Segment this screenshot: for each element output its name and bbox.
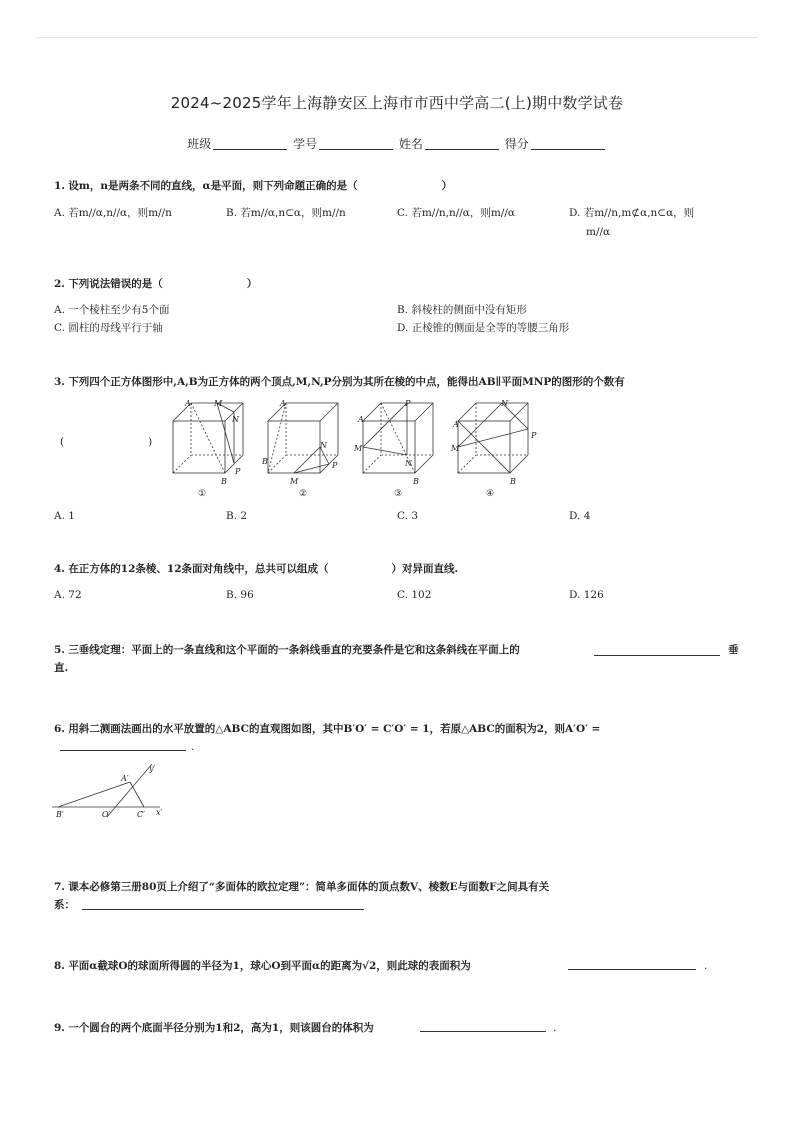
question-stem: 三垂线定理：平面上的一条直线和这个平面的一条斜线垂直的充要条件是它和这条斜线在平面上的 (68, 644, 520, 656)
cube-4-label-b: B (510, 477, 516, 486)
question-number: 5. (54, 644, 65, 656)
score-field[interactable] (531, 137, 605, 150)
cube-1-label-m: M (214, 399, 223, 408)
question-1 (54, 179, 740, 194)
oblique-triangle-figure (52, 760, 172, 824)
class-field[interactable] (213, 137, 287, 150)
student-id-label: 学号 (293, 137, 318, 151)
answer-blank[interactable] (568, 957, 696, 970)
option-a[interactable]: A. 若m//α,n//α，则m//n (54, 207, 172, 219)
cube-3-label-b: B (413, 477, 419, 486)
name-label: 姓名 (398, 137, 423, 151)
label-a: A′ (121, 774, 129, 783)
question-number: 9. (54, 1022, 65, 1034)
answer-paren: ( ) (60, 436, 153, 448)
y-axis (107, 764, 152, 817)
cube-2-label-m: M (290, 477, 299, 486)
period-mark: . (191, 741, 195, 753)
question-number: 6. (54, 723, 65, 735)
answer-blank[interactable] (420, 1019, 546, 1032)
question-2 (54, 277, 740, 292)
cube-4 (458, 403, 528, 473)
question-9 (54, 1021, 740, 1036)
question-number: 3. (54, 376, 65, 388)
option-c[interactable]: C. 102 (397, 589, 432, 601)
cube-4-label-a: A (453, 420, 459, 429)
question-stem: 下列说法错误的是（ ） (68, 278, 258, 290)
label-o: O′ (102, 810, 111, 819)
cube-figures (168, 398, 548, 500)
question-stem-continued: 直. (54, 662, 69, 674)
label-c: C′ (137, 810, 145, 819)
student-info-row (0, 135, 794, 152)
option-c[interactable]: C. 圆柱的母线平行于轴 (54, 322, 163, 334)
option-a[interactable]: A. 72 (54, 589, 82, 601)
cube-1-label-a: A (185, 399, 191, 408)
answer-blank[interactable] (594, 643, 720, 656)
question-number: 8. (54, 960, 65, 972)
question-stem: 课本必修第三册80页上介绍了“多面体的欧拉定理”：简单多面体的顶点数V、棱数E与面数F之间具有关 (68, 881, 550, 893)
question-number: 2. (54, 278, 65, 290)
cube-2 (268, 403, 338, 473)
cube-2-label-p: P (332, 461, 338, 470)
option-d[interactable]: D. 126 (569, 589, 604, 601)
option-d-continued: m//α (586, 226, 611, 238)
cube-4-label-m: M (451, 444, 460, 453)
question-stem: 在正方体的12条棱、12条面对角线中，总共可以组成（ ）对异面直线. (68, 563, 459, 575)
question-stem: 一个圆台的两个底面半径分别为1和2，高为1，则该圆台的体积为 (68, 1022, 374, 1034)
question-stem-tail: 垂 (728, 644, 739, 656)
cube-1-label-b: B (221, 477, 227, 486)
edge-b-a (58, 782, 130, 807)
option-b[interactable]: B. 2 (226, 510, 248, 522)
question-stem-continued: 系： (54, 899, 75, 911)
question-number: 1. (54, 180, 65, 192)
period-mark: . (704, 960, 708, 972)
question-number: 7. (54, 881, 65, 893)
question-stem: 下列四个正方体图形中,A,B为正方体的两个顶点,M,N,P分别为其所在棱的中点，能得出AB∥平面MNP的图形的个数有 (68, 376, 625, 388)
question-7 (54, 880, 740, 895)
cube-1-label-p: P (235, 467, 241, 476)
score-label: 得分 (504, 137, 529, 151)
label-y-axis: y′ (149, 764, 156, 773)
option-b[interactable]: B. 斜棱柱的侧面中没有矩形 (397, 304, 527, 316)
option-a[interactable]: A. 一个棱柱至少有5个面 (54, 304, 170, 316)
period-mark: . (553, 1022, 557, 1034)
top-rule (36, 37, 758, 38)
option-d[interactable]: D. 4 (569, 510, 591, 522)
question-stem: 设m，n是两条不同的直线，α是平面，则下列命题正确的是（ ） (68, 180, 453, 192)
question-stem: 平面α截球O的球面所得圆的半径为1，球心O到平面α的距离为√2，则此球的表面积为 (68, 960, 471, 972)
question-6 (54, 722, 740, 737)
option-b[interactable]: B. 96 (226, 589, 254, 601)
cube-2-label-a: A (280, 399, 286, 408)
cube-2-label-n: N (320, 441, 327, 450)
figure-1-caption: ① (198, 489, 207, 499)
figure-4-caption: ④ (486, 489, 495, 499)
cube-1-label-n: N (232, 415, 239, 424)
answer-blank[interactable] (82, 897, 364, 910)
answer-blank[interactable] (60, 738, 186, 751)
option-c[interactable]: C. 若m//n,n//α，则m//α (397, 207, 516, 219)
cube-2-label-b: B (262, 457, 268, 466)
option-a[interactable]: A. 1 (54, 510, 75, 522)
question-4 (54, 562, 740, 577)
label-x-axis: x′ (156, 808, 163, 817)
option-b[interactable]: B. 若m//α,n⊂α，则m//n (226, 207, 346, 219)
student-id-field[interactable] (319, 137, 393, 150)
name-field[interactable] (425, 137, 499, 150)
cube-1 (173, 403, 243, 473)
question-number: 4. (54, 563, 65, 575)
cube-4-label-n: N (501, 399, 508, 408)
option-c[interactable]: C. 3 (397, 510, 419, 522)
label-b: B′ (56, 810, 64, 819)
edge-a-c (130, 782, 144, 807)
class-label: 班级 (187, 137, 212, 151)
question-stem: 用斜二测画法画出的水平放置的△ABC的直观图如图，其中B′O′ = C′O′ = 1，若原△ABC的面积为2，则A′O′ = (68, 723, 601, 735)
cube-3-label-m: M (354, 444, 363, 453)
cube-3 (363, 403, 433, 473)
figure-3-caption: ③ (394, 489, 403, 499)
figure-2-caption: ② (299, 489, 308, 499)
cube-3-label-p: P (405, 399, 411, 408)
question-3 (54, 375, 740, 390)
cube-4-label-p: P (531, 431, 537, 440)
option-d[interactable]: D. 若m//n,m⊄α,n⊂α，则 (569, 207, 695, 219)
page-title: 2024~2025学年上海静安区上海市市西中学高二(上)期中数学试卷 (170, 94, 624, 112)
cube-3-label-n: N (405, 459, 412, 468)
option-d[interactable]: D. 正棱锥的侧面是全等的等腰三角形 (397, 322, 570, 334)
cube-3-label-a: A (358, 415, 364, 424)
